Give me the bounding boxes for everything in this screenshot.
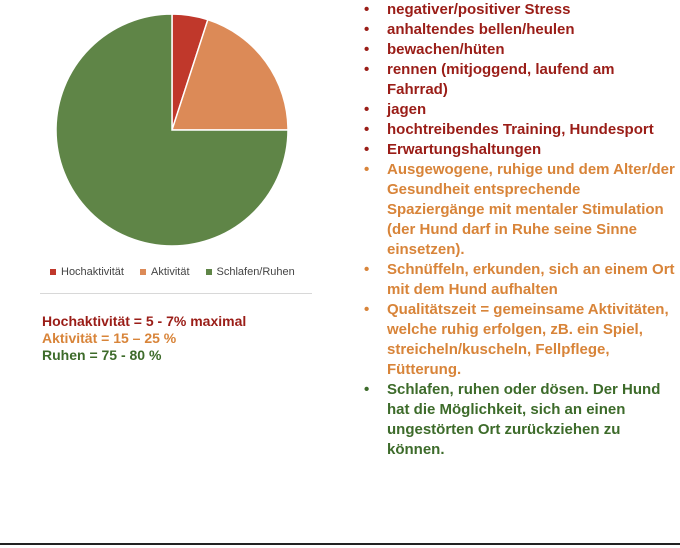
bullet-dot-icon: • xyxy=(364,381,370,398)
list-item xyxy=(360,140,675,160)
legend-item-hochaktivitaet xyxy=(50,266,124,278)
activity-stats xyxy=(42,313,246,364)
bullet-dot-icon: • xyxy=(364,301,370,318)
pie-chart xyxy=(0,0,330,300)
bullet-dot-icon: • xyxy=(364,161,370,178)
list-item-text: jagen xyxy=(387,101,427,118)
list-item-text: bewachen/hüten xyxy=(387,41,505,58)
legend-item-aktivitaet xyxy=(140,266,190,278)
list-item xyxy=(360,380,675,460)
legend-label: Schlafen/Ruhen xyxy=(216,266,295,278)
activity-bullet-list xyxy=(360,0,675,460)
bullet-dot-icon: • xyxy=(364,1,370,18)
stat-aktivitaet: Aktivität = 15 – 25 % xyxy=(42,330,177,346)
bullet-dot-icon: • xyxy=(364,61,370,78)
bullet-dot-icon: • xyxy=(364,141,370,158)
list-item-text: Qualitätszeit = gemeinsame Aktivitäten, welche ruhig erfolgen, zB. ein Spiel, streicheln/kuscheln, Fellpflege, Fütterung. xyxy=(387,301,669,378)
stat-ruhen: Ruhen = 75 - 80 % xyxy=(42,347,162,363)
list-item xyxy=(360,260,675,300)
list-item-text: hochtreibendes Training, Hundesport xyxy=(387,121,654,138)
bullet-dot-icon: • xyxy=(364,41,370,58)
list-item xyxy=(360,120,675,140)
bullet-dot-icon: • xyxy=(364,121,370,138)
bottom-rule xyxy=(0,543,680,545)
legend-swatch xyxy=(140,269,146,275)
chart-divider xyxy=(40,293,312,294)
legend-label: Hochaktivität xyxy=(61,266,124,278)
list-item xyxy=(360,0,675,20)
list-item xyxy=(360,40,675,60)
bullet-dot-icon: • xyxy=(364,21,370,38)
bullet-dot-icon: • xyxy=(364,101,370,118)
list-item xyxy=(360,20,675,40)
legend-swatch xyxy=(206,269,212,275)
legend-item-schlafen-ruhen xyxy=(206,266,295,278)
list-item-text: rennen (mitjoggend, laufend am Fahrrad) xyxy=(387,61,615,98)
legend-label: Aktivität xyxy=(150,266,190,278)
list-item xyxy=(360,160,675,260)
list-item-text: Schlafen, ruhen oder dösen. Der Hund hat die Möglichkeit, sich an einen ungestörten Ort zurückziehen zu können. xyxy=(387,381,661,458)
list-item-text: Ausgewogene, ruhige und dem Alter/der Gesundheit entsprechende Spaziergänge mit mentaler Stimulation (der Hund darf in Ruhe seine Sinne einsetzen). xyxy=(387,161,675,258)
list-item-text: Schnüffeln, erkunden, sich an einem Ort mit dem Hund aufhalten xyxy=(387,261,675,298)
list-item xyxy=(360,300,675,380)
chart-legend xyxy=(50,266,295,278)
list-item-text: Erwartungshaltungen xyxy=(387,141,542,158)
list-item-text: anhaltendes bellen/heulen xyxy=(387,21,575,38)
list-item xyxy=(360,60,675,100)
pie-svg xyxy=(0,0,330,300)
list-item-text: negativer/positiver Stress xyxy=(387,1,571,18)
legend-swatch xyxy=(50,269,56,275)
stat-hochaktivitaet: Hochaktivität = 5 - 7% maximal xyxy=(42,313,247,329)
list-item xyxy=(360,100,675,120)
bullet-dot-icon: • xyxy=(364,261,370,278)
